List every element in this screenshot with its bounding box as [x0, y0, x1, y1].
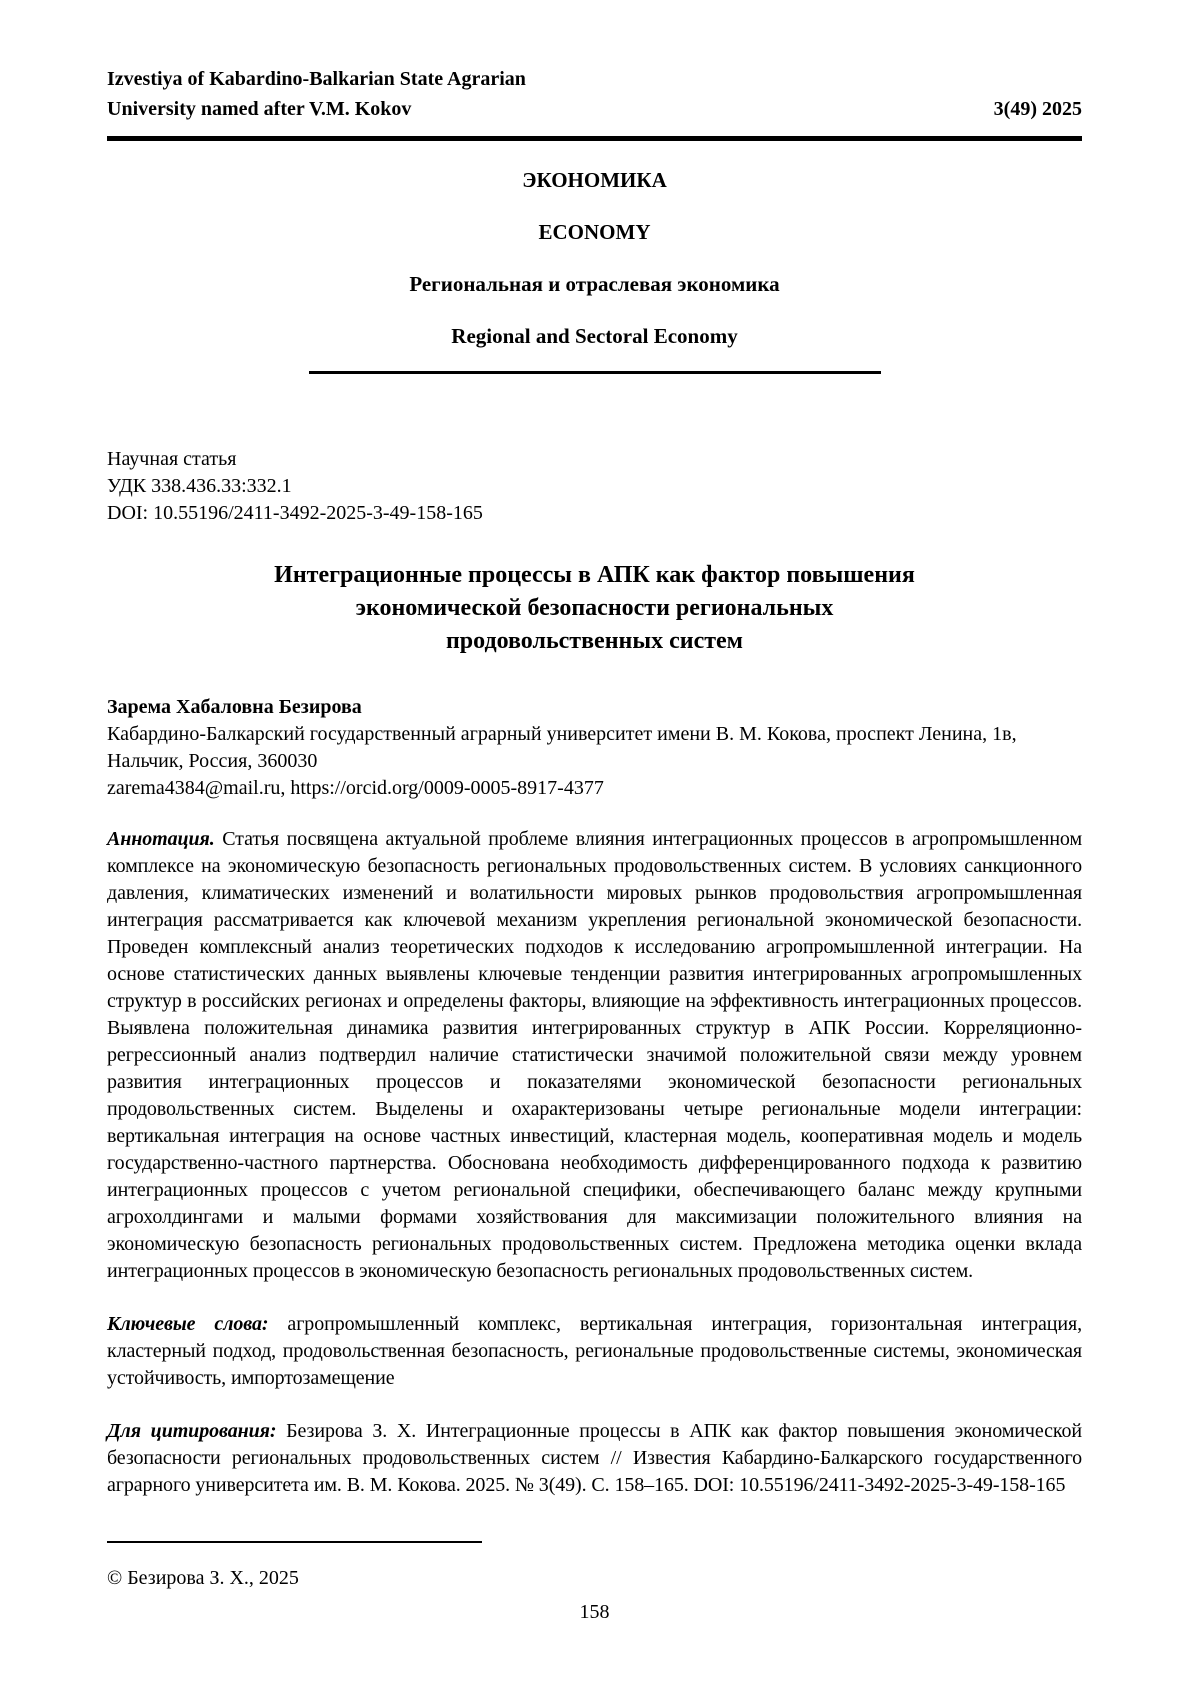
section-subheading-en: Regional and Sectoral Economy [451, 324, 738, 348]
journal-name-line1: Izvestiya of Kabardino-Balkarian State Agrarian [107, 68, 526, 90]
keywords-text: агропромышленный комплекс, вертикальная интеграция, горизонтальная интеграция, кластерный подход, продовольственная безопасность, региональные продовольственные системы, экономическая устойчивость, импортозамещение [107, 1313, 1082, 1389]
footer-divider-rule [107, 1541, 482, 1543]
abstract-paragraph [107, 826, 1082, 1285]
keywords-paragraph [107, 1311, 1082, 1392]
article-type: Научная статья [107, 448, 237, 470]
section-subheading-ru: Региональная и отраслевая экономика [409, 272, 780, 296]
citation-text: Безирова З. Х. Интеграционные процессы в АПК как фактор повышения экономической безопасности региональных продовольственных систем // Известия Кабардино-Балкарского государственного аграрного университета им. В. М. Кокова. 2025. № 3(49). С. 158–165. DOI: 10.55196/2411-3492-2025-3-49-158-165 [107, 1420, 1082, 1496]
journal-header-row2 [107, 94, 1082, 124]
page-number: 158 [579, 1601, 610, 1623]
section-heading-ru: ЭКОНОМИКА [522, 168, 667, 192]
article-title-line3: продовольственных систем [445, 628, 744, 654]
article-udc: УДК 338.436.33:332.1 [107, 475, 292, 497]
journal-issue: 3(49) 2025 [993, 98, 1082, 120]
abstract-text: Статья посвящена актуальной проблеме влияния интеграционных процессов в агропромышленном комплексе на экономическую безопасность региональных продовольственных систем. В условиях санкционного давления, климатических изменений и волатильности мировых рынков продовольствия агропромышленная интеграция рассматривается как ключевой механизм укрепления региональной экономической безопасности. Проведен комплексный анализ теоретических подходов к исследованию агропромышленной интеграции. На основе статистических данных выявлены ключевые тенденции развития интегрированных агропромышленных структур в российских регионах и определены факторы, влияющие на эффективность интеграционных процессов. Выявлена положительная динамика развития интегрированных структур в АПК России. Корреляционно-регрессионный анализ подтвердил наличие статистически значимой положительной связи между уровнем развития интеграционных процессов и показателями экономической безопасности региональных продовольственных систем. Выделены и охарактеризованы четыре региональные модели интеграции: вертикальная интеграция на основе частных инвестиций, кластерная модель, кооперативная модель и модель государственно-частного партнерства. Обоснована необходимость дифференцированного подхода к развитию интеграционных процессов с учетом региональной специфики, обеспечивающего баланс между крупными агрохолдингами и малыми формами хозяйствования для максимизации положительного влияния на экономическую безопасность региональных продовольственных систем. Предложена методика оценки вклада интеграционных процессов в экономическую безопасность региональных продовольственных систем. [107, 828, 1083, 1282]
author-name: Зарема Хабаловна Безирова [107, 696, 362, 718]
journal-name-line2: University named after V.M. Kokov [107, 98, 412, 120]
author-affiliation: Кабардино-Балкарский государственный аграрный университет имени В. М. Кокова, проспект Ленина, 1в, Нальчик, Россия, 360030 [107, 723, 1017, 772]
article-title-line1: Интеграционные процессы в АПК как фактор повышения [274, 562, 915, 588]
section-divider-rule [309, 371, 881, 374]
copyright-line: © Безирова З. Х., 2025 [107, 1567, 299, 1589]
citation-paragraph [107, 1418, 1082, 1499]
section-headings [107, 167, 1082, 374]
article-title [107, 559, 1082, 658]
journal-header [107, 64, 1082, 124]
article-doi: DOI: 10.55196/2411-3492-2025-3-49-158-165 [107, 502, 483, 524]
author-contact: zarema4384@mail.ru, https://orcid.org/0009-0005-8917-4377 [107, 777, 604, 799]
article-meta [107, 446, 1082, 527]
section-heading-en: ECONOMY [538, 220, 651, 244]
header-divider-rule [107, 136, 1082, 141]
keywords-label: Ключевые слова: [107, 1313, 269, 1335]
citation-label: Для цитирования: [107, 1420, 277, 1442]
abstract-label: Аннотация. [107, 828, 215, 850]
author-block [107, 694, 1082, 802]
article-title-line2: экономической безопасности региональных [355, 595, 834, 621]
